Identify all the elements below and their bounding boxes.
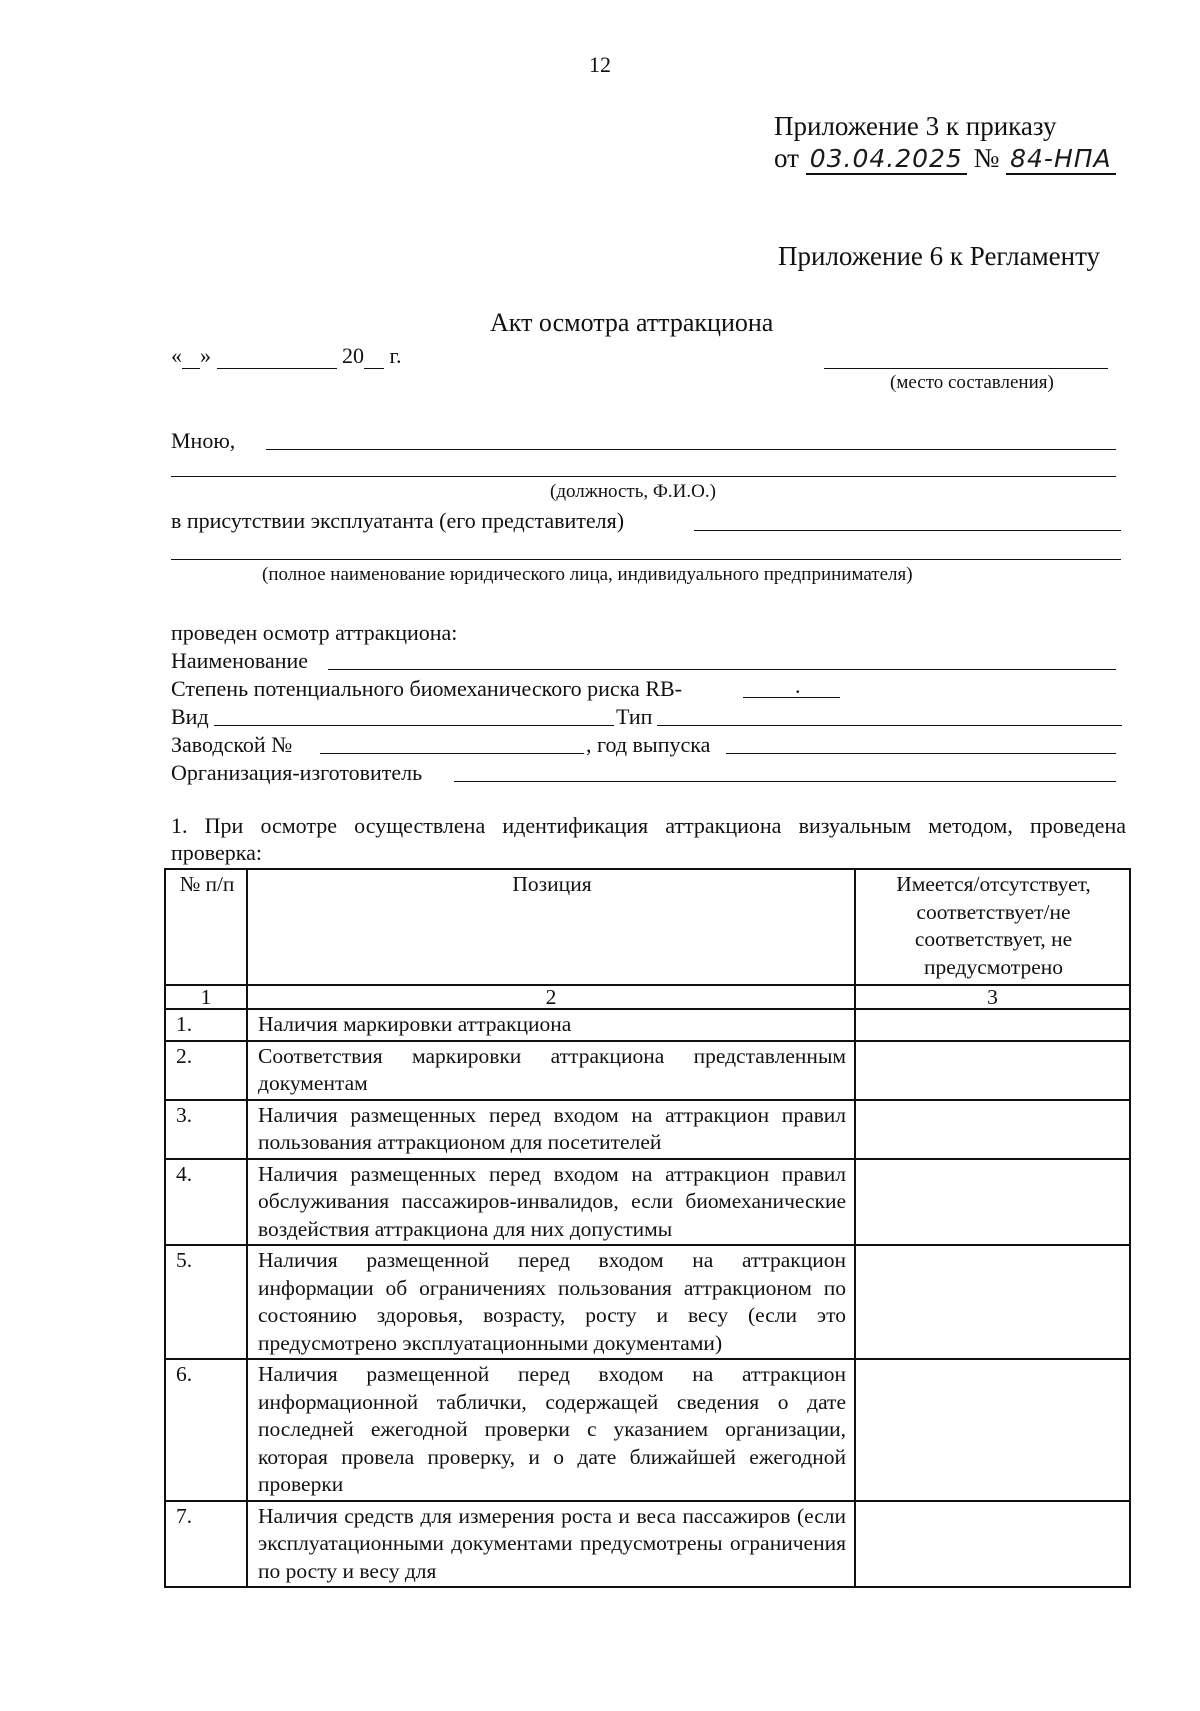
header-status: Имеется/отсутствует, соответствует/не соответствует, не предусмотрено bbox=[855, 869, 1130, 985]
from-prefix: от bbox=[774, 143, 799, 173]
row-position: Наличия маркировки аттракциона bbox=[247, 1009, 855, 1041]
row-status[interactable] bbox=[855, 1041, 1130, 1100]
row-number: 1. bbox=[165, 1009, 247, 1041]
presence-blank-1 bbox=[694, 530, 1121, 531]
entity-caption: (полное наименование юридического лица, индивидуального предпринимателя) bbox=[262, 564, 913, 585]
row-status[interactable] bbox=[855, 1245, 1130, 1359]
place-blank bbox=[824, 368, 1108, 369]
year-blank bbox=[726, 753, 1116, 754]
page-title: Акт осмотра аттракциона bbox=[490, 308, 774, 337]
year-label: , год выпуска bbox=[586, 732, 711, 757]
inspection-intro: проведен осмотр аттракциона: bbox=[171, 620, 458, 645]
row-number: 3. bbox=[165, 1100, 247, 1159]
row-position: Наличия размещенных перед входом на аттракцион правил пользования аттракционом для посетителей bbox=[247, 1100, 855, 1159]
order-number-handwritten: 84-НПА bbox=[1006, 145, 1116, 175]
row-number: 7. bbox=[165, 1501, 247, 1588]
table-header-row bbox=[165, 869, 1130, 985]
row-status[interactable] bbox=[855, 1100, 1130, 1159]
by-me-label: Мною, bbox=[171, 428, 236, 453]
table-index-row bbox=[165, 985, 1130, 1009]
manufacturer-blank bbox=[454, 781, 1116, 782]
paragraph-1: 1. При осмотре осуществлена идентификация аттракциона визуальным методом, проведена проверка: bbox=[171, 813, 1126, 865]
row-status[interactable] bbox=[855, 1359, 1130, 1501]
table-row bbox=[165, 1159, 1130, 1246]
manufacturer-label: Организация-изготовитель bbox=[171, 760, 423, 785]
page-number: 12 bbox=[589, 52, 611, 77]
table-row bbox=[165, 1501, 1130, 1588]
name-blank bbox=[328, 669, 1116, 670]
number-sign: № bbox=[973, 143, 1000, 173]
date-template bbox=[171, 343, 402, 369]
row-number: 5. bbox=[165, 1245, 247, 1359]
presence-label: в присутствии эксплуатанта (его представителя) bbox=[171, 508, 625, 533]
table-row bbox=[165, 1041, 1130, 1100]
kind-label: Вид bbox=[171, 704, 209, 729]
header-num: № п/п bbox=[165, 869, 247, 985]
position-blank-1 bbox=[266, 449, 1116, 450]
order-appendix-title: Приложение 3 к приказу bbox=[774, 111, 1057, 141]
table-row bbox=[165, 1009, 1130, 1041]
row-number: 2. bbox=[165, 1041, 247, 1100]
row-status[interactable] bbox=[855, 1009, 1130, 1041]
day-blank bbox=[182, 368, 200, 369]
position-blank-2 bbox=[171, 476, 1116, 477]
table-row bbox=[165, 1100, 1130, 1159]
row-position: Наличия размещенной перед входом на аттракцион информации об ограничениях пользования аттракционом по состоянию здоровья, возрасту, росту и весу (если это предусмотрено эксплуатационными документами) bbox=[247, 1245, 855, 1359]
row-status[interactable] bbox=[855, 1159, 1130, 1246]
table-row bbox=[165, 1245, 1130, 1359]
presence-blank-2 bbox=[171, 559, 1121, 560]
index-cell: 1 bbox=[165, 985, 247, 1009]
name-label: Наименование bbox=[171, 648, 309, 673]
row-position: Наличия размещенных перед входом на аттракцион правил обслуживания пассажиров-инвалидов, если биомеханические воздействия аттракциона для них допустимы bbox=[247, 1159, 855, 1246]
serial-label: Заводской № bbox=[171, 732, 293, 757]
risk-dot: . bbox=[795, 673, 801, 698]
regulation-appendix: Приложение 6 к Регламенту bbox=[778, 241, 1101, 271]
index-cell: 2 bbox=[247, 985, 855, 1009]
risk-blank bbox=[743, 697, 840, 698]
row-status[interactable] bbox=[855, 1501, 1130, 1588]
type-label: Тип bbox=[616, 704, 653, 729]
year-prefix: 20 bbox=[342, 343, 364, 368]
row-position: Наличия средств для измерения роста и веса пассажиров (если эксплуатационными документами предусмотрены ограничения по росту и весу для bbox=[247, 1501, 855, 1588]
order-date-handwritten: 03.04.2025 bbox=[806, 145, 967, 175]
month-blank bbox=[217, 368, 337, 369]
risk-label: Степень потенциального биомеханического риска RB- bbox=[171, 676, 682, 701]
header-position: Позиция bbox=[247, 869, 855, 985]
year-suffix: г. bbox=[389, 343, 402, 368]
row-number: 4. bbox=[165, 1159, 247, 1246]
year-blank bbox=[364, 368, 384, 369]
index-cell: 3 bbox=[855, 985, 1130, 1009]
row-number: 6. bbox=[165, 1359, 247, 1501]
kind-blank bbox=[214, 725, 614, 726]
type-blank bbox=[657, 725, 1122, 726]
row-position: Соответствия маркировки аттракциона представленным документам bbox=[247, 1041, 855, 1100]
position-caption: (должность, Ф.И.О.) bbox=[550, 481, 716, 502]
row-position: Наличия размещенной перед входом на аттракцион информационной таблички, содержащей сведения о дате последней ежегодной проверки с указанием организации, которая провела проверку, и о дате ближайшей ежегодной проверки bbox=[247, 1359, 855, 1501]
open-quote: « bbox=[171, 343, 182, 368]
place-caption: (место составления) bbox=[890, 372, 1054, 393]
close-quote: » bbox=[200, 343, 211, 368]
table-row bbox=[165, 1359, 1130, 1501]
inspection-table bbox=[164, 868, 1131, 1588]
order-appendix-reference bbox=[774, 143, 1116, 175]
serial-blank bbox=[320, 753, 584, 754]
